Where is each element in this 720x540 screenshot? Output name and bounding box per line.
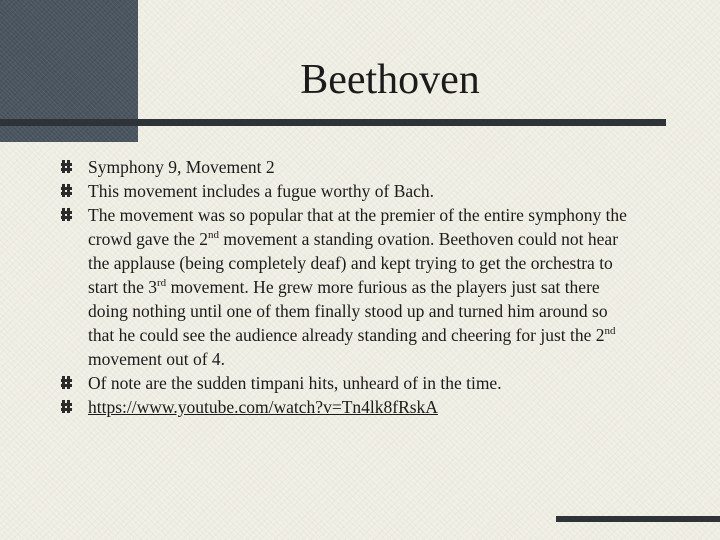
bullet-text: Symphony 9, Movement 2	[88, 157, 275, 177]
ordinal-superscript: nd	[208, 229, 220, 242]
youtube-link[interactable]: https://www.youtube.com/watch?v=Tn4lk8fRskA	[88, 397, 438, 417]
bullet-item	[58, 203, 638, 371]
hash-bullet-icon	[61, 160, 72, 173]
bullet-text: Of note are the sudden timpani hits, unheard of in the time.	[88, 373, 502, 393]
bullet-text-part: movement a standing ovation. Beethoven could not hear the applause (being completely deaf) and kept trying to get the orchestra to start the 3	[88, 229, 619, 297]
bullet-item	[58, 371, 638, 395]
title-underline-bar	[0, 119, 666, 126]
hash-bullet-icon	[61, 184, 72, 197]
slide-title: Beethoven	[300, 57, 480, 103]
bullet-text-part: movement out of 4.	[88, 349, 226, 369]
bullet-text-part: The movement was so popular that at the premier of the entire symphony the crowd gave the 2	[88, 205, 627, 249]
hash-bullet-icon	[61, 208, 72, 221]
ordinal-superscript: rd	[157, 277, 167, 290]
hash-bullet-icon	[61, 376, 72, 389]
bullet-text-part: movement. He grew more furious as the players just sat there doing nothing until one of them finally stood up and turned him around so that he could see the audience already standing and cheering for just the 2	[88, 277, 608, 345]
bullet-item	[58, 395, 638, 419]
ordinal-superscript: nd	[604, 325, 616, 338]
hash-bullet-icon	[61, 400, 72, 413]
bullet-list	[58, 155, 638, 419]
bullet-item	[58, 155, 638, 179]
bullet-text: This movement includes a fugue worthy of Bach.	[88, 181, 435, 201]
bullet-text	[88, 205, 627, 369]
bullet-item	[58, 179, 638, 203]
bottom-accent-bar	[556, 516, 720, 522]
